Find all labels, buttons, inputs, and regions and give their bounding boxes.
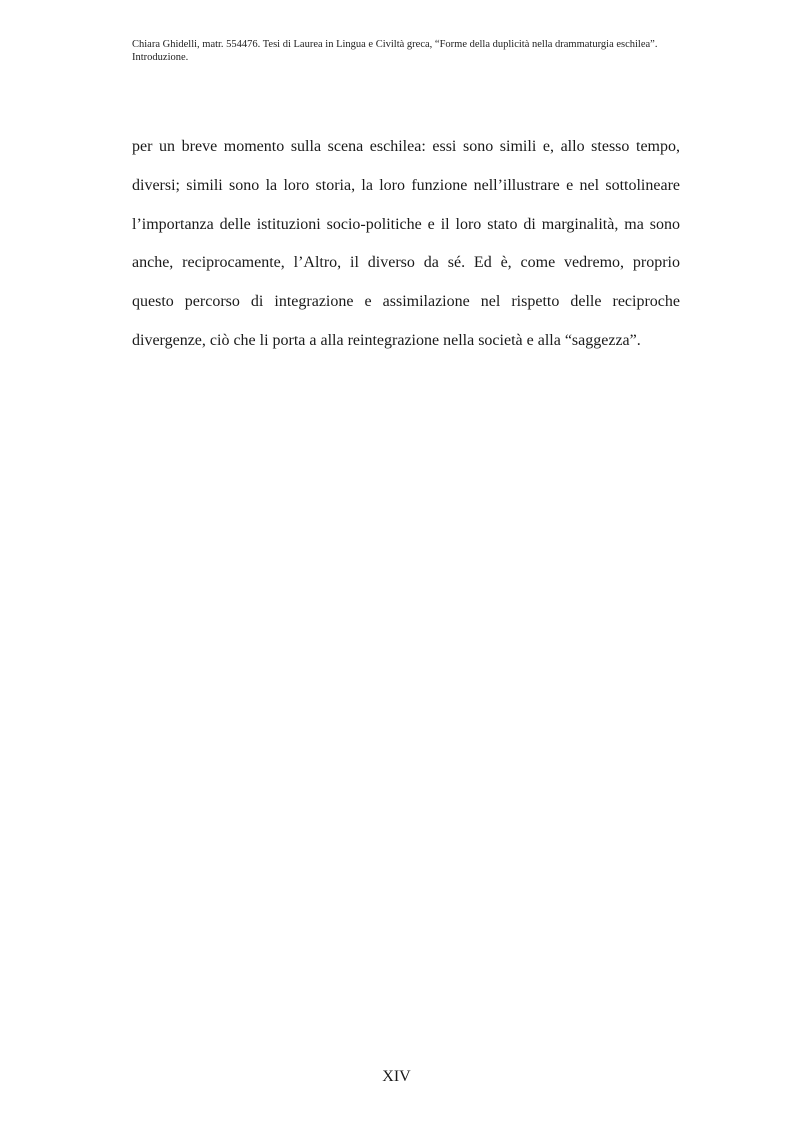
page-number: XIV bbox=[382, 1068, 411, 1085]
running-header bbox=[132, 38, 692, 64]
paragraph-line: diversi; simili sono la loro storia, la loro funzione nell’illustrare e nel sottolineare bbox=[132, 176, 680, 194]
paragraph-line: anche, reciprocamente, l’Altro, il diverso da sé. Ed è, come vedremo, proprio bbox=[132, 254, 680, 272]
paragraph-line: questo percorso di integrazione e assimilazione nel rispetto delle reciproche bbox=[132, 293, 680, 311]
header-line-author-title: Chiara Ghidelli, matr. 554476. Tesi di Laurea in Lingua e Civiltà greca, “Forme della duplicità nella drammaturgia eschilea”. bbox=[132, 39, 658, 50]
paragraph-line: per un breve momento sulla scena eschilea: essi sono simili e, allo stesso tempo, bbox=[132, 138, 680, 155]
paragraph-line: l’importanza delle istituzioni socio-politiche e il loro stato di marginalità, ma sono bbox=[132, 215, 680, 233]
header-line-section: Introduzione. bbox=[132, 52, 189, 63]
paragraph-line: divergenze, ciò che li porta a alla reintegrazione nella società e alla “saggezza”. bbox=[132, 331, 641, 349]
body-paragraph bbox=[132, 128, 680, 361]
